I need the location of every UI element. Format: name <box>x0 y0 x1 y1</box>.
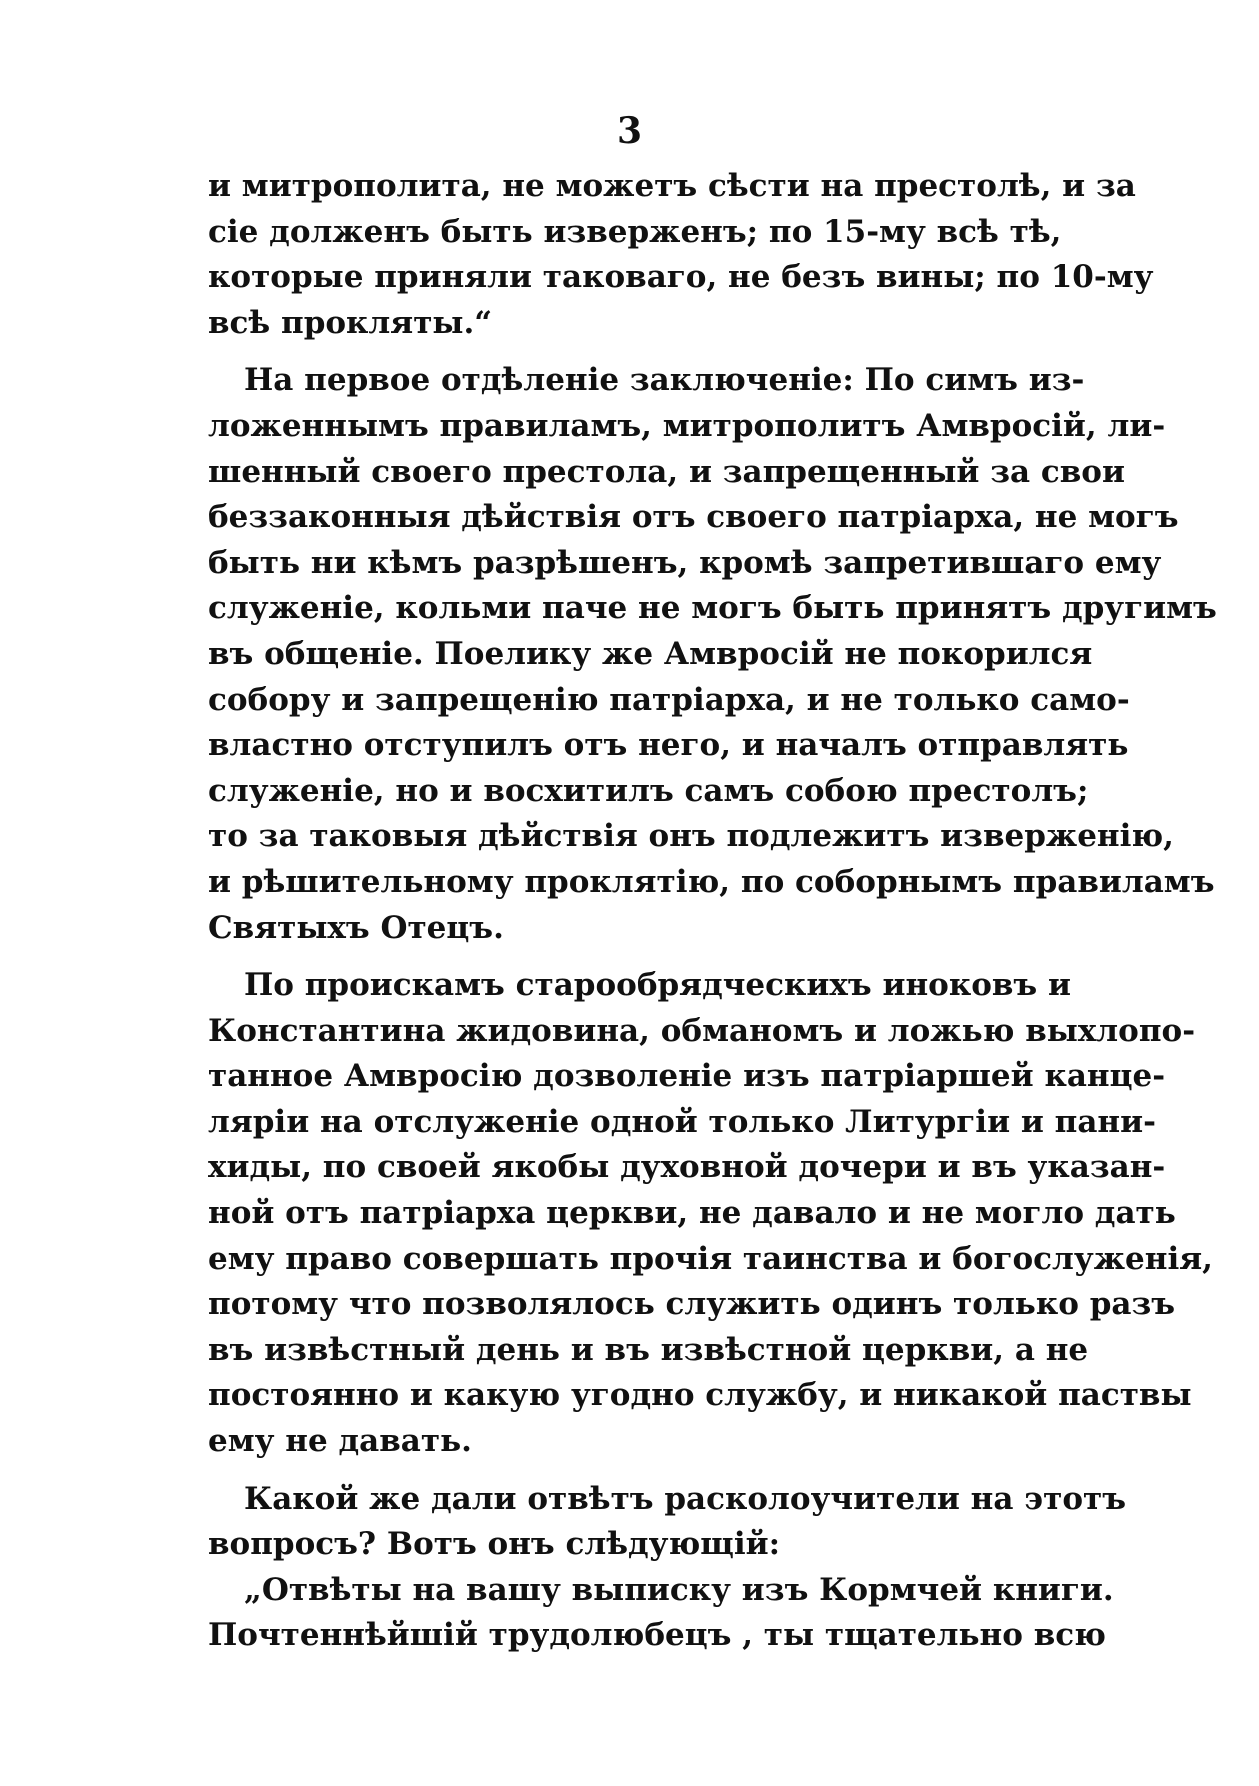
text-line: которые приняли таковаго, не безъ вины; по 10-му <box>208 259 1154 296</box>
text-line: и рѣшительному проклятію, по соборнымъ правиламъ <box>208 863 1215 900</box>
text-line: собору и запрещенію патріарха, и не только само- <box>208 681 1130 718</box>
text-line: Святыхъ Отецъ. <box>208 909 504 946</box>
text-line: всѣ прокляты.“ <box>208 304 493 341</box>
text-line: Константина жидовина, обманомъ и ложью выхлопо- <box>208 1012 1196 1049</box>
body-text <box>208 164 1217 1659</box>
page-number: 3 <box>616 110 643 152</box>
text-line: танное Амвросію дозволеніе изъ патріаршей канце- <box>208 1058 1166 1095</box>
text-line: и митрополита, не можетъ сѣсти на престолѣ, и за <box>208 168 1136 204</box>
text-line: ему право совершать прочія таинства и богослуженія, <box>208 1240 1213 1277</box>
text-line: постоянно и какую угодно службу, и никакой паствы <box>208 1377 1192 1414</box>
text-line: ляріи на отслуженіе одной только Литургіи и пани- <box>208 1103 1156 1140</box>
text-line: то за таковыя дѣйствія онъ подлежитъ изверженію, <box>208 818 1174 855</box>
text-line: хиды, по своей якобы духовной дочери и въ указан- <box>208 1149 1166 1186</box>
text-line: въ извѣстный день и въ извѣстной церкви, а не <box>208 1331 1089 1368</box>
text-line: Почтеннѣйшій трудолюбецъ , ты тщательно всю <box>208 1617 1106 1654</box>
text-line: въ общеніе. Поелику же Амвросій не покорился <box>208 635 1093 672</box>
text-line: служеніе, кольми паче не могъ быть принятъ другимъ <box>208 590 1217 627</box>
text-line: Какой же дали отвѣтъ расколоучители на этотъ <box>244 1480 1127 1517</box>
text-line: вопросъ? Вотъ онъ слѣдующій: <box>208 1526 781 1563</box>
text-line: „Отвѣты на вашу выписку изъ Кормчей книги. <box>244 1571 1114 1608</box>
text-line: потому что позволялось служить одинъ только разъ <box>208 1286 1176 1323</box>
text-line: ложеннымъ правиламъ, митрополитъ Амвросій, ли- <box>208 407 1166 444</box>
text-line: быть ни кѣмъ разрѣшенъ, кромѣ запретившаго ему <box>208 544 1162 581</box>
text-line: сіе долженъ быть изверженъ; по 15-му всѣ тѣ, <box>208 213 1062 250</box>
text-line: По проискамъ старообрядческихъ иноковъ и <box>244 967 1071 1004</box>
text-line: служеніе, но и восхитилъ самъ собою престолъ; <box>208 772 1089 809</box>
text-line: ной отъ патріарха церкви, не давало и не могло дать <box>208 1195 1176 1232</box>
text-line: беззаконныя дѣйствія отъ своего патріарха, не могъ <box>208 499 1179 536</box>
text-line: властно отступилъ отъ него, и началъ отправлять <box>208 727 1129 764</box>
text-line: шенный своего престола, и запрещенный за свои <box>208 453 1125 490</box>
text-line: ему не давать. <box>208 1423 472 1460</box>
text-line: На первое отдѣленіе заключеніе: По симъ из- <box>244 362 1085 399</box>
